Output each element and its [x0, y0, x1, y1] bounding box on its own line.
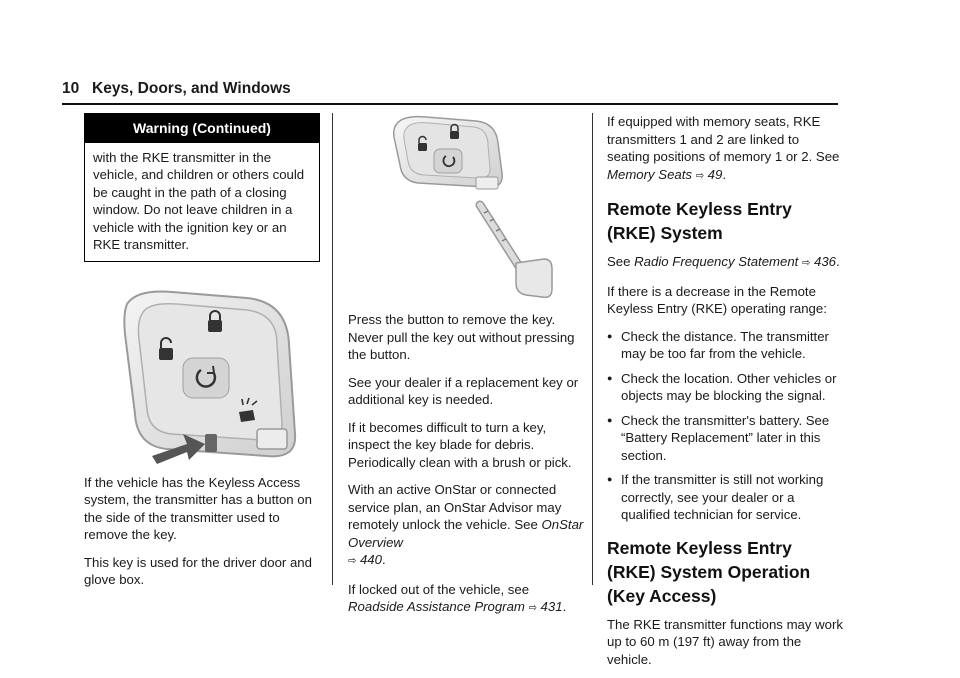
xref-arrow-icon: ⇨	[695, 169, 704, 182]
list-item: ● Check the location. Other vehicles or objects may be blocking the signal.	[607, 370, 843, 405]
key-fob-side-button-illustration	[97, 284, 307, 464]
page-header	[62, 80, 838, 102]
middle-paragraph-5: If locked out of the vehicle, see Roadside Assistance Program ⇨ 431.	[348, 581, 567, 614]
key-blade-slot	[476, 177, 498, 189]
roadside-assistance-page[interactable]: 431	[540, 599, 563, 614]
column-divider-2	[592, 113, 593, 585]
xref-arrow-icon: ⇨	[348, 555, 357, 567]
warning-text: with the RKE transmitter in the vehicle, and children or others could be caught in the path of a closing window. Do not leave children in a vehicle with the ignition key or an RKE transmitter.	[93, 149, 305, 252]
key-blade-slot	[257, 429, 287, 449]
right-paragraph-2: If there is a decrease in the Remote Keyless Entry (RKE) operating range:	[607, 283, 827, 316]
remote-start-icon	[183, 358, 229, 398]
warning-heading: Warning (Continued)	[85, 114, 319, 143]
radio-frequency-page[interactable]: 436	[813, 254, 836, 269]
middle-paragraph-3: If it becomes difficult to turn a key, inspect the key blade for debris. Periodically clean with a brush or pick.	[348, 419, 572, 470]
rke-operation-heading: Remote Keyless Entry (RKE) System Operation (Key Access)	[607, 537, 811, 606]
mechanical-key-icon	[480, 205, 552, 297]
right-paragraph-1: If equipped with memory seats, RKE transmitters 1 and 2 are linked to seating positions of memory 1 or 2. See Memory Seats ⇨ 49.	[607, 114, 840, 182]
list-item: ● Check the distance. The transmitter may be too far from the vehicle.	[607, 328, 843, 363]
middle-column	[348, 113, 584, 628]
column-divider-1	[332, 113, 333, 585]
left-paragraph-1: If the vehicle has the Keyless Access system, the transmitter has a button on the side of the transmitter used to remove the key.	[84, 474, 312, 542]
radio-frequency-see: See Radio Frequency Statement ⇨ 436.	[607, 254, 840, 269]
middle-paragraph-2: See your dealer if a replacement key or additional key is needed.	[348, 374, 579, 407]
remote-start-icon	[434, 149, 462, 173]
right-paragraph-3: The RKE transmitter functions may work up to 60 m (197 ft) away from the vehicle.	[607, 616, 843, 667]
right-column	[607, 113, 843, 678]
left-paragraph-2: This key is used for the driver door and glove box.	[84, 554, 312, 587]
onstar-overview-link[interactable]: OnStar Overview	[348, 517, 584, 550]
list-item: ● If the transmitter is still not working correctly, see your dealer or a qualified technician for service.	[607, 471, 843, 524]
list-item: ● Check the transmitter's battery. See “Battery Replacement” later in this section.	[607, 412, 843, 465]
middle-paragraph-4: With an active OnStar or connected service plan, an OnStar Advisor may remotely unlock the vehicle. See OnStar Overview ⇨ 440.	[348, 482, 584, 567]
onstar-overview-page[interactable]: 440	[359, 552, 382, 567]
page-number: 10	[62, 80, 80, 97]
warning-box	[84, 113, 320, 262]
xref-arrow-icon: ⇨	[528, 602, 537, 614]
xref-arrow-icon: ⇨	[802, 257, 811, 269]
roadside-assistance-link[interactable]: Roadside Assistance Program	[348, 599, 525, 614]
radio-frequency-link[interactable]: Radio Frequency Statement	[634, 254, 799, 269]
release-button	[205, 434, 217, 452]
left-column	[84, 113, 320, 599]
middle-paragraph-1: Press the button to remove the key. Never pull the key out without pressing the button.	[348, 312, 575, 362]
key-removal-illustration	[376, 113, 556, 301]
memory-seats-link[interactable]: Memory Seats	[607, 166, 693, 182]
header-rule	[62, 103, 838, 105]
rke-system-heading: Remote Keyless Entry (RKE) System	[607, 199, 792, 243]
memory-seats-page[interactable]: 49	[707, 166, 723, 182]
range-checklist	[607, 328, 843, 524]
section-title: Keys, Doors, and Windows	[92, 80, 291, 97]
